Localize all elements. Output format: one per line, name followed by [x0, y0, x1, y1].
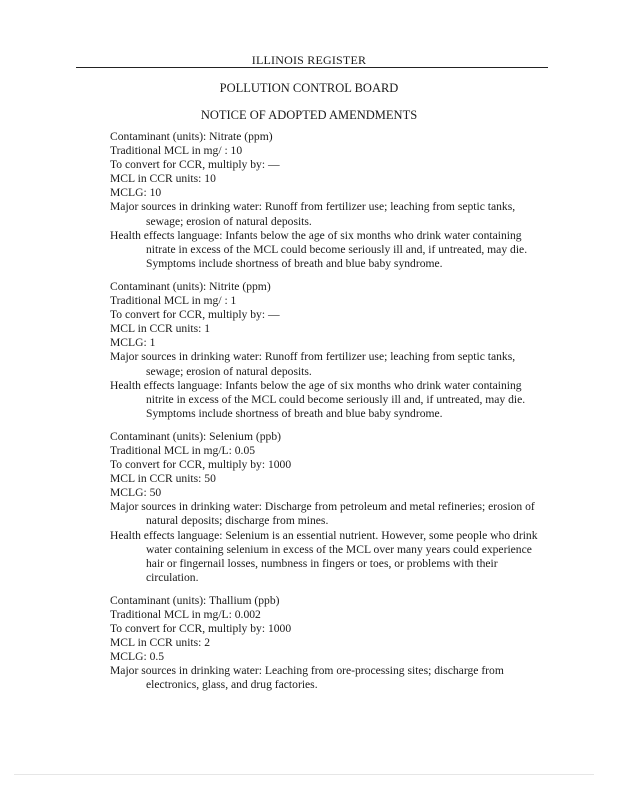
health-effects: Health effects language: Infants below the age of six months who drink water containing nitrate in excess of the MCL could become seriously ill and, if untreated, may die. Symptoms include shortness of breath and blue baby syndrome.: [110, 228, 528, 270]
board-title: POLLUTION CONTROL BOARD: [219, 81, 399, 95]
scan-edge-line: [14, 774, 594, 775]
mcl-ccr-units: MCL in CCR units: 10: [110, 172, 216, 186]
contaminant-name: Contaminant (units): Nitrite (ppm): [110, 279, 271, 293]
major-sources: Major sources in drinking water: Discharge from petroleum and metal refineries; erosion of natural deposits; discharge from mines.: [110, 500, 535, 528]
mclg: MCLG: 10: [110, 186, 162, 200]
traditional-mcl: Traditional MCL in mg/L: 0.05: [110, 443, 256, 457]
major-sources: Major sources in drinking water: Runoff from fertilizer use; leaching from septic tanks, sewage; erosion of natural deposits.: [110, 200, 516, 228]
header-rule: [76, 67, 548, 68]
contaminant-block-selenium: [110, 430, 550, 585]
major-sources: Major sources in drinking water: Runoff from fertilizer use; leaching from septic tanks, sewage; erosion of natural deposits.: [110, 350, 516, 378]
traditional-mcl: Traditional MCL in mg/L: 0.002: [110, 608, 261, 621]
mcl-ccr-units: MCL in CCR units: 50: [110, 472, 216, 486]
register-title: ILLINOIS REGISTER: [251, 53, 367, 67]
traditional-mcl: Traditional MCL in mg/ : 1: [110, 294, 237, 308]
contaminant-name: Contaminant (units): Selenium (ppb): [110, 429, 281, 443]
ccr-conversion: To convert for CCR, multiply by: —: [110, 158, 280, 172]
contaminant-block-thallium: [110, 594, 550, 693]
mclg: MCLG: 0.5: [110, 650, 165, 664]
contaminant-name: Contaminant (units): Nitrate (ppm): [110, 130, 273, 143]
contaminant-name: Contaminant (units): Thallium (ppb): [110, 593, 280, 607]
ccr-conversion: To convert for CCR, multiply by: —: [110, 308, 280, 322]
ccr-conversion: To convert for CCR, multiply by: 1000: [110, 458, 292, 472]
contaminant-block-nitrite: [110, 280, 550, 421]
mclg: MCLG: 1: [110, 336, 156, 350]
ccr-conversion: To convert for CCR, multiply by: 1000: [110, 622, 292, 636]
major-sources: Major sources in drinking water: Leaching from ore-processing sites; discharge from electronics, glass, and drug factories.: [110, 664, 504, 692]
traditional-mcl: Traditional MCL in mg/ : 10: [110, 144, 243, 158]
mcl-ccr-units: MCL in CCR units: 1: [110, 322, 211, 336]
contaminant-list: [110, 130, 550, 702]
health-effects: Health effects language: Infants below the age of six months who drink water containing nitrite in excess of the MCL could become seriously ill and, if untreated, may die. Symptoms include shortness of breath and blue baby syndrome.: [110, 378, 526, 420]
mclg: MCLG: 50: [110, 486, 162, 500]
contaminant-block-nitrate: [110, 130, 550, 271]
health-effects: Health effects language: Selenium is an essential nutrient. However, some people who drink water containing selenium in excess of the MCL over many years could experience hair or fingernail losses, numbness in fingers or toes, or problems with their circulation.: [110, 528, 538, 584]
notice-title: NOTICE OF ADOPTED AMENDMENTS: [200, 108, 418, 122]
mcl-ccr-units: MCL in CCR units: 2: [110, 636, 211, 650]
